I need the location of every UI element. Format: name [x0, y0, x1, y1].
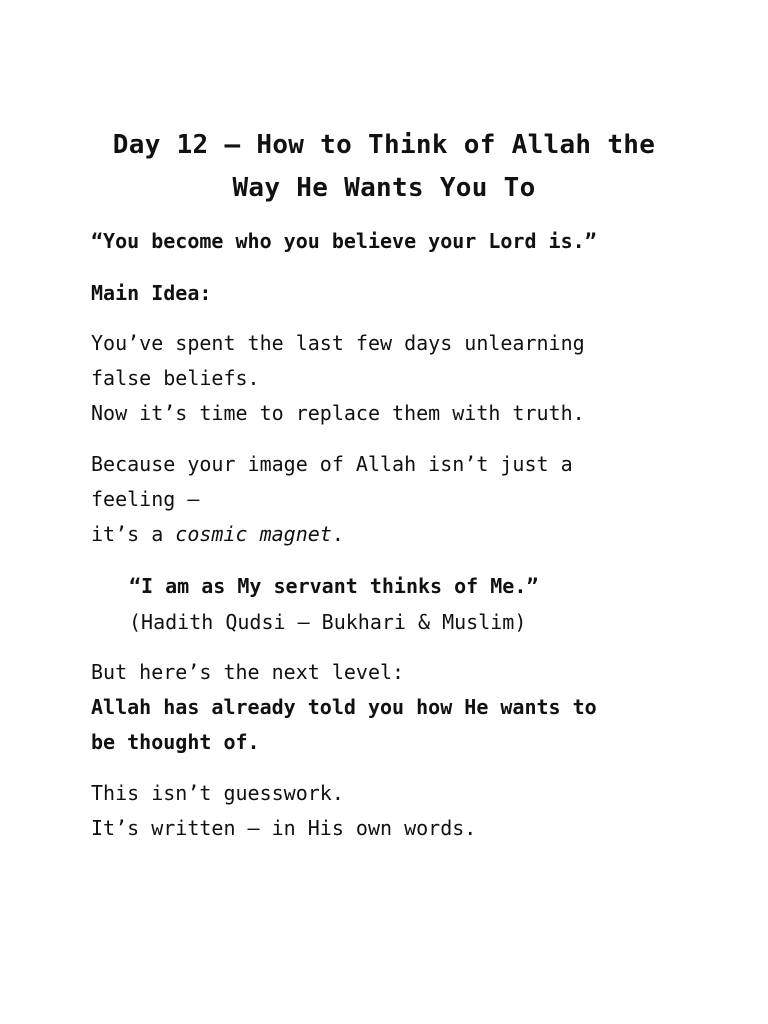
hadith-quote-block — [129, 568, 729, 640]
paragraph-1-line-3: Now it’s time to replace them with truth. — [91, 401, 585, 425]
hadith-quote-source: (Hadith Qudsi – Bukhari & Muslim) — [129, 610, 527, 634]
paragraph-2 — [91, 447, 691, 552]
cosmic-magnet-emphasis: cosmic magnet — [175, 522, 332, 546]
paragraph-2-line-2: feeling – — [91, 487, 200, 511]
paragraph-3 — [91, 655, 691, 760]
paragraph-1 — [91, 326, 691, 431]
epigraph-quote: “You become who you believe your Lord is.” — [91, 229, 597, 253]
paragraph-3-bold-line-2: be thought of. — [91, 730, 260, 754]
paragraph-2-line-1: Because your image of Allah isn’t just a — [91, 452, 573, 476]
epigraph-block — [91, 224, 691, 259]
title-line-2: Way He Wants You To — [232, 173, 536, 203]
main-idea-block — [91, 276, 691, 311]
paragraph-4-line-2: It’s written – in His own words. — [91, 816, 477, 840]
hadith-quote-text: “I am as My servant thinks of Me.” — [129, 574, 539, 598]
paragraph-1-line-1: You’ve spent the last few days unlearning — [91, 331, 585, 355]
title-line-1: Day 12 – How to Think of Allah the — [112, 130, 656, 160]
page-title — [60, 124, 708, 210]
main-idea-heading: Main Idea: — [91, 281, 212, 305]
paragraph-1-line-2: false beliefs. — [91, 366, 260, 390]
paragraph-3-line-1: But here’s the next level: — [91, 660, 405, 684]
paragraph-3-bold-line-1: Allah has already told you how He wants to — [91, 695, 597, 719]
paragraph-2-line-3 — [91, 517, 691, 552]
paragraph-4 — [91, 776, 691, 846]
paragraph-4-line-1: This isn’t guesswork. — [91, 781, 344, 805]
paragraph-2-prefix: it’s a — [91, 522, 176, 546]
paragraph-2-suffix: . — [331, 522, 344, 546]
